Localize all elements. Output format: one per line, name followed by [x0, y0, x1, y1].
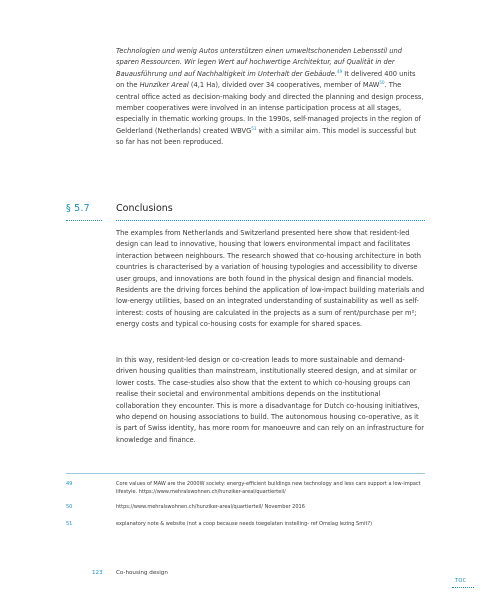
toc-link[interactable]: TOC [455, 578, 467, 584]
footnote-text: Core values of MAW are the 2000W society: energy-efficient buildings new technology and less cars support a low-impact lifestyle. https://www.mehralswohnen.ch/hunziker-areal/quartierteil/ [116, 481, 421, 496]
toc-underline [452, 587, 474, 588]
footnote-number: 49 [66, 481, 73, 487]
footnote-divider [66, 473, 425, 474]
paragraph-text: . The central office acted as decision-making body and directed the planning and design process, member cooperatives were involved in an intense participation process at all stages, especially in thematic working groups. In the 1990s, self-managed projects in the region of Gelderland (Netherlands) created WBVG [116, 81, 424, 135]
paragraph-text: In this way, resident-led design or co-creation leads to more sustainable and demand-driven housing qualities than mainstream, institutionally steered design, and at similar or lower costs. The case-studies also show that the extent to which co-housing groups can realise their societal and environmental ambitions depends on the institutional collaboration they encounter. This is more a disadvantage for Dutch co-housing initiatives, who depend on housing associations to build. The autonomous housing co-operative, as it is part of Swiss identity, has more room for manoeuvre and can rely on an infrastructure for knowledge and finance. [116, 356, 424, 444]
paragraph-text: with a similar aim. This model is successful but so far has not been reproduced. [116, 126, 417, 147]
paragraph-conclusions-1 [116, 228, 425, 331]
quote-italic: Technologien und wenig Autos unterstützen einen umweltschonenden Lebensstil und sparen Ressourcen. Wir legen Wert auf hochwertige Architektur, auf Qualität in der Bauausführung und auf Nachhaltigkeit im Unterhalt der Gebäude. [116, 47, 403, 78]
footnote-ref-49[interactable]: 49 [337, 68, 343, 74]
footnote-number: 51 [66, 521, 73, 527]
section-number: § 5.7 [66, 203, 90, 214]
footnote-text: https://www.mehralswohnen.ch/hunziker-areal/quartierteil/ November 2016 [116, 504, 305, 510]
footnote-ref-50[interactable]: 50 [379, 80, 385, 86]
section-divider [116, 220, 425, 221]
paragraph-conclusions-2 [116, 355, 425, 446]
paragraph-hunziker [116, 46, 425, 149]
footnote-number: 50 [66, 504, 73, 510]
page-number: 123 [92, 570, 103, 576]
paragraph-text: It delivered 400 units on the [116, 69, 416, 90]
running-title: Co-housing design [116, 570, 168, 576]
footnote-text: explanatory note & website (not a coop because needs toegelaten instelling- ref Omslag lezing Smit?) [116, 521, 373, 527]
place-name: Hunziker Areal [139, 81, 189, 90]
section-heading [66, 200, 425, 220]
section-title: Conclusions [116, 203, 173, 214]
paragraph-text: (4,1 Ha), divided over 34 cooperatives, member of MAW [188, 81, 380, 90]
footnote-ref-51[interactable]: 51 [251, 125, 257, 131]
paragraph-text: The examples from Netherlands and Switzerland presented here show that resident-led design can lead to innovative, housing that lowers environmental impact and facilitates interaction between neighbours. The research showed that co-housing architecture in both countries is characterised by a variation of housing typologies and accessibility to diverse user groups, and innovations are both found in the physical design and financial models. Residents are the driving forces behind the application of low-impact building materials and low-energy utilities, based on an integrated understanding of sustainability as well as self-interest: costs of housing are calculated in the projects as a sum of rent/purchase per m²; energy costs and typical co-housing costs for example for shared spaces. [116, 229, 425, 329]
section-divider [66, 220, 102, 221]
